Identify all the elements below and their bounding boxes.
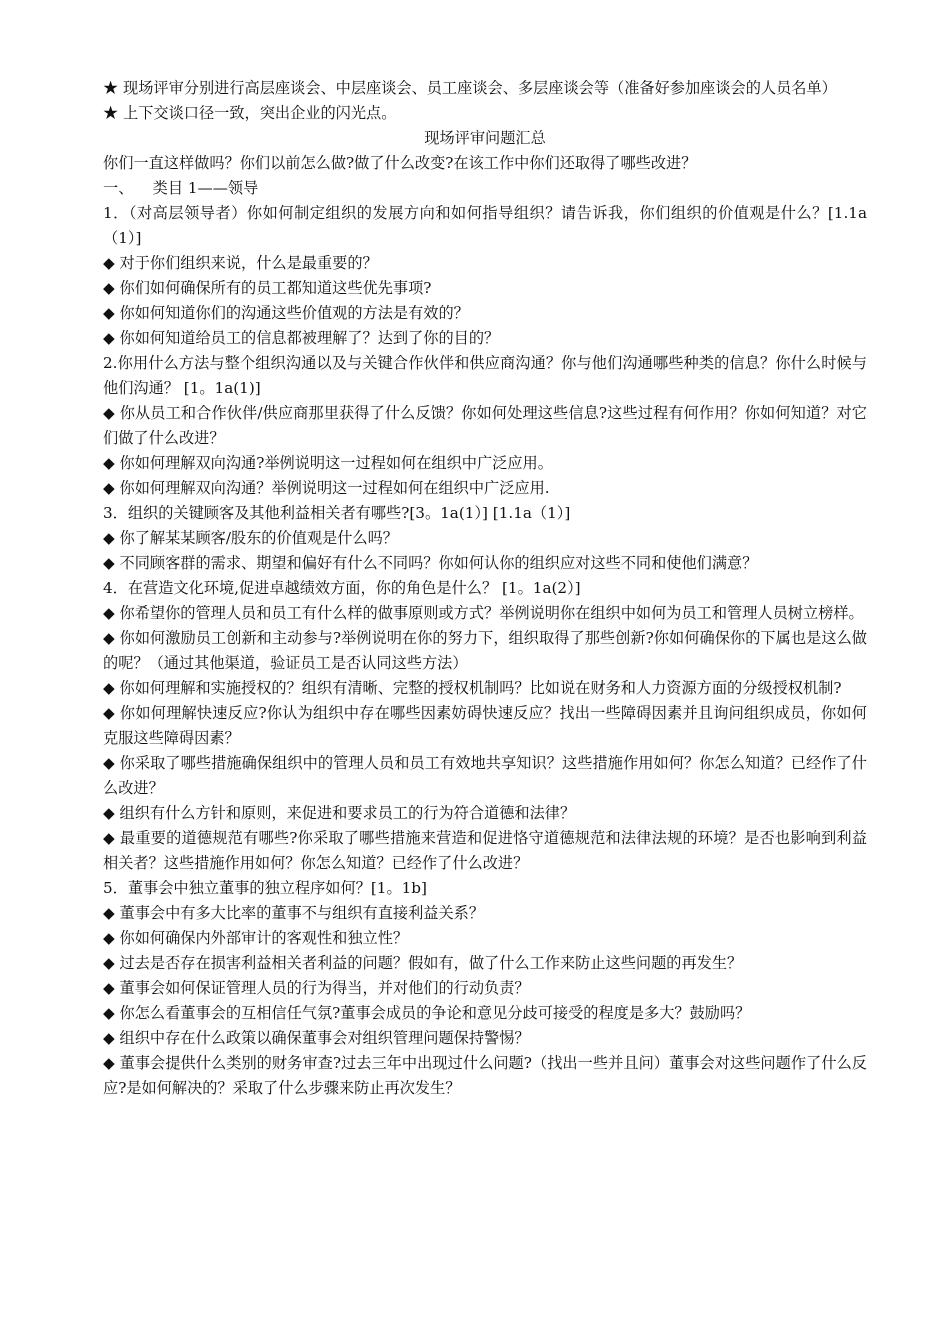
document-page — [103, 76, 867, 1101]
document-heading: 现场评审问题汇总 — [424, 129, 546, 147]
bullet-item: ◆ 董事会中有多大比率的董事不与组织有直接利益关系？ — [103, 904, 485, 922]
bullet-item: ◆ 你如何知道你们的沟通这些价值观的方法是有效的？ — [103, 304, 469, 322]
bullet-item: ◆ 你怎么看董事会的互相信任气氛?董事会成员的争论和意见分歧可接受的程度是多大？鼓励吗？ — [103, 1004, 751, 1022]
bullet-item: ◆ 你如何确保内外部审计的客观性和独立性？ — [103, 929, 409, 947]
question-item: 4．在营造文化环境,促进卓越绩效方面，你的角色是什么？ [1。1a(2）] — [103, 579, 581, 597]
bullet-item: ◆ 你如何理解快速反应?你认为组织中存在哪些因素妨碍快速反应？找出一些障碍因素并且询问组织成员，你如何克服这些障碍因素？ — [103, 704, 867, 747]
intro-paragraph: ★ 上下交谈口径一致，突出企业的闪光点。 — [103, 104, 397, 122]
question-item: 3．组织的关键顾客及其他利益相关者有哪些?[3。1a(1）] [1.1a（1）] — [103, 504, 571, 522]
question-item: 5．董事会中独立董事的独立程序如何？[1。1b] — [103, 879, 427, 897]
question-item: 2.你用什么方法与整个组织沟通以及与关键合作伙伴和供应商沟通？你与他们沟通哪些种类的信息？你什么时候与他们沟通？ [1。1a(1)] — [103, 354, 867, 397]
bullet-item: ◆ 你采取了哪些措施确保组织中的管理人员和员工有效地共享知识？这些措施作用如何？你怎么知道？已经作了什么改进？ — [103, 754, 867, 797]
opening-question: 你们一直这样做吗？你们以前怎么做?做了什么改变?在该工作中你们还取得了哪些改进？ — [103, 154, 697, 172]
bullet-item: ◆ 最重要的道德规范有哪些?你采取了哪些措施来营造和促进恪守道德规范和法律法规的环境？是否也影响到利益相关者？这些措施作用如何？你怎么知道？已经作了什么改进？ — [103, 829, 867, 872]
intro-paragraph: ★ 现场评审分别进行高层座谈会、中层座谈会、员工座谈会、多层座谈会等（准备好参加座谈会的人员名单） — [103, 79, 837, 97]
question-item: 1．（对高层领导者）你如何制定组织的发展方向和如何指导组织？请告诉我，你们组织的价值观是什么？[1.1a（1）] — [103, 204, 867, 247]
bullet-item: ◆ 你从员工和合作伙伴/供应商那里获得了什么反馈？你如何处理这些信息?这些过程有何作用？你如何知道？对它们做了什么改进？ — [103, 404, 867, 447]
bullet-item: ◆ 组织有什么方针和原则，来促进和要求员工的行为符合道德和法律？ — [103, 804, 576, 822]
bullet-item: ◆ 你如何理解和实施授权的？组织有清晰、完整的授权机制吗？比如说在财务和人力资源方面的分级授权机制? — [103, 679, 842, 697]
bullet-item: ◆ 你如何知道给员工的信息都被理解了？达到了你的目的？ — [103, 329, 500, 347]
bullet-item: ◆ 你们如何确保所有的员工都知道这些优先事项? — [103, 279, 432, 297]
section-title: 一、 类目 1——领导 — [103, 179, 259, 197]
bullet-item: ◆ 你希望你的管理人员和员工有什么样的做事原则或方式？举例说明你在组织中如何为员工和管理人员树立榜样。 — [103, 604, 864, 622]
bullet-item: ◆ 你了解某某顾客/股东的价值观是什么吗？ — [103, 529, 398, 547]
bullet-item: ◆ 董事会如何保证管理人员的行为得当，并对他们的行动负责？ — [103, 979, 530, 997]
bullet-item: ◆ 董事会提供什么类别的财务审查?过去三年中出现过什么问题?（找出一些并且问）董事会对这些问题作了什么反应?是如何解决的？采取了什么步骤来防止再次发生？ — [103, 1054, 867, 1097]
bullet-item: ◆ 不同顾客群的需求、期望和偏好有什么不同吗？你如何认你的组织应对这些不同和使他们满意？ — [103, 554, 758, 572]
bullet-item: ◆ 你如何激励员工创新和主动参与?举例说明在你的努力下，组织取得了那些创新?你如何确保你的下属也是这么做的呢？（通过其他渠道，验证员工是否认同这些方法） — [103, 629, 867, 672]
bullet-item: ◆ 过去是否存在损害利益相关者利益的问题？假如有，做了什么工作来防止这些问题的再发生？ — [103, 954, 743, 972]
bullet-item: ◆ 你如何理解双向沟通?举例说明这一过程如何在组织中广泛应用。 — [103, 454, 553, 472]
bullet-item: ◆ 组织中存在什么政策以确保董事会对组织管理问题保持警惕？ — [103, 1029, 530, 1047]
bullet-item: ◆ 你如何理解双向沟通？举例说明这一过程如何在组织中广泛应用. — [103, 479, 550, 497]
bullet-item: ◆ 对于你们组织来说，什么是最重要的？ — [103, 254, 378, 272]
